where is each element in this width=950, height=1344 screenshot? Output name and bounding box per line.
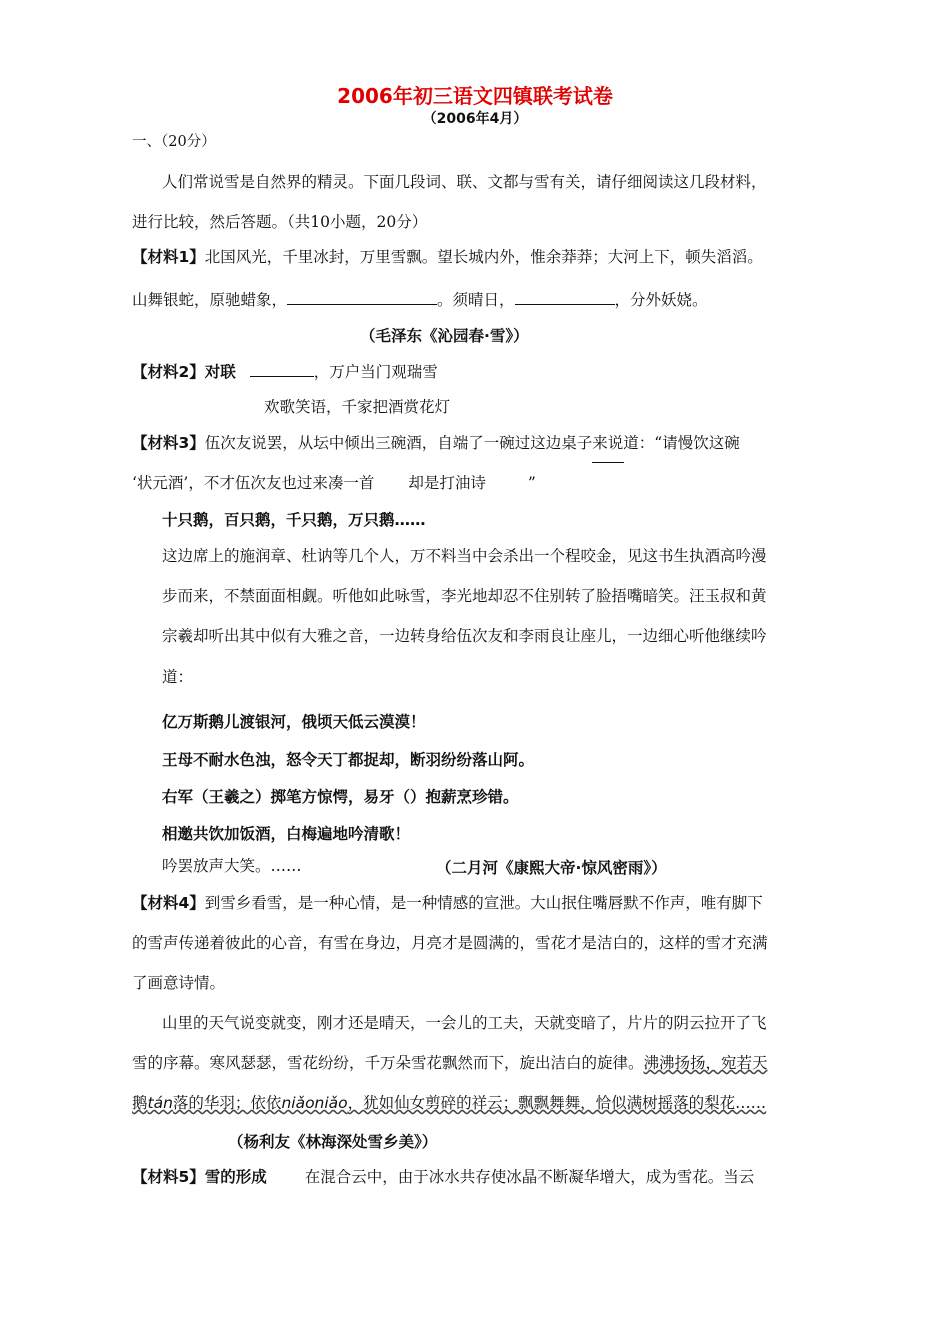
- material-4-line-4: 山里的天气说变就变，刚才还是晴天，一会儿的工夫，天就变暗了，片片的阴云拉开了飞: [162, 1014, 767, 1032]
- intro-line-1: 人们常说雪是自然界的精灵。下面几段词、联、文都与雪有关，请仔细阅读这几段材料，: [162, 173, 767, 191]
- material-4-line-3: 了画意诗情。: [132, 974, 226, 992]
- material-4-line-6: 鹅tán落的华羽；依依niǎoniǎo，犹如仙女剪碎的祥云；飘飘舞舞，恰似满树摇落的梨花……: [132, 1094, 767, 1112]
- poem-line-4: 相邀共饮加饭酒，白梅遍地吟清歌！: [162, 825, 411, 843]
- material-5-tag: 【材料5】雪的形成: [132, 1168, 267, 1186]
- material-1-source: （毛泽东《沁园春·雪》）: [360, 327, 529, 345]
- material-3-source: （二月河《康熙大帝·惊风密雨》）: [436, 859, 667, 877]
- material-2-tag: 【材料2】对联: [132, 363, 236, 381]
- answer-blank-couplet[interactable]: [250, 360, 314, 377]
- material-4-line-5: 雪的序幕。寒风瑟瑟，雪花纷纷，千万朵雪花飘然而下，旋出洁白的旋律。沸沸扬扬，宛若天: [132, 1054, 768, 1072]
- material-4-tag: 【材料4】: [132, 894, 205, 912]
- exam-date: （2006年4月）: [422, 111, 528, 127]
- section-heading: 一、（20分）: [132, 134, 216, 150]
- underlined-phrase: 沸沸扬扬，宛若天: [643, 1054, 768, 1072]
- material-1-tag: 【材料1】: [132, 248, 205, 266]
- poem-line-1: 亿万斯鹅儿渡银河，俄顷天低云漠漠！: [162, 713, 426, 731]
- pinyin-blank-1: tán: [147, 1094, 173, 1112]
- material-2-line-2: 欢歌笑语，千家把酒赏花灯: [264, 398, 451, 416]
- answer-blank-1[interactable]: [287, 288, 437, 305]
- material-3-line-2: ‘状元酒’，不才伍次友也过来凑一首 却是打油诗 ”: [132, 474, 536, 492]
- answer-blank-2[interactable]: [515, 288, 615, 305]
- material-3-end: 吟罢放声大笑。……: [162, 857, 302, 875]
- material-4-line-2: 的雪声传递着彼此的心音，有雪在身边，月亮才是圆满的，雪花才是洁白的，这样的雪才充满: [132, 934, 768, 952]
- poem-line-2: 王母不耐水色浊，怒令天丁都捉却，断羽纷纷落山阿。: [162, 751, 535, 769]
- material-5-line-1: 【材料5】雪的形成 在混合云中，由于冰水共存使冰晶不断凝华增大，成为雪花。当云: [132, 1168, 755, 1186]
- material-3-para-4: 道：: [162, 668, 194, 686]
- material-1-line-1: 【材料1】北国风光，千里冰封，万里雪飘。望长城内外，惟余莽莽；大河上下，顿失滔滔。: [132, 248, 763, 266]
- material-3-para-2: 步而来，不禁面面相觑。听他如此咏雪，李光地却忍不住别转了脸捂嘴暗笑。汪玉叔和黄: [162, 587, 767, 605]
- poem-line-0: 十只鹅，百只鹅，千只鹅，万只鹅……: [162, 511, 426, 529]
- material-4-line-1: 【材料4】到雪乡看雪，是一种心情，是一种情感的宣泄。大山抿住嘴唇默不作声，唯有脚下: [132, 894, 763, 912]
- material-3-para-3: 宗羲却听出其中似有大雅之音，一边转身给伍次友和李雨良让座儿，一边细心听他继续吟: [162, 627, 767, 645]
- material-3-para-1: 这边席上的施润章、杜讷等几个人，万不料当中会杀出一个程咬金，见这书生执酒高吟漫: [162, 547, 767, 565]
- poem-line-3: 右军（王羲之）掷笔方惊愕，易牙（）抱薪烹珍错。: [162, 788, 519, 806]
- material-1-line-2: 山舞银蛇，原驰蜡象， 。须晴日， ，分外妖娆。: [132, 288, 708, 310]
- intro-line-2: 进行比较，然后答题。（共10小题，20分）: [132, 213, 428, 231]
- overline-mark: [592, 462, 624, 463]
- material-4-source: （杨利友《林海深处雪乡美》）: [228, 1133, 438, 1151]
- pinyin-blank-2: niǎoniǎo: [281, 1094, 348, 1112]
- material-2-line-1: 【材料2】对联 ，万户当门观瑞雪: [132, 360, 438, 382]
- material-3-tag: 【材料3】: [132, 434, 205, 452]
- page-title: 2006年初三语文四镇联考试卷: [337, 84, 613, 108]
- material-3-line-1: 【材料3】伍次友说罢，从坛中倾出三碗酒，自端了一碗过这边桌子来说道：“请慢饮这碗: [132, 434, 740, 452]
